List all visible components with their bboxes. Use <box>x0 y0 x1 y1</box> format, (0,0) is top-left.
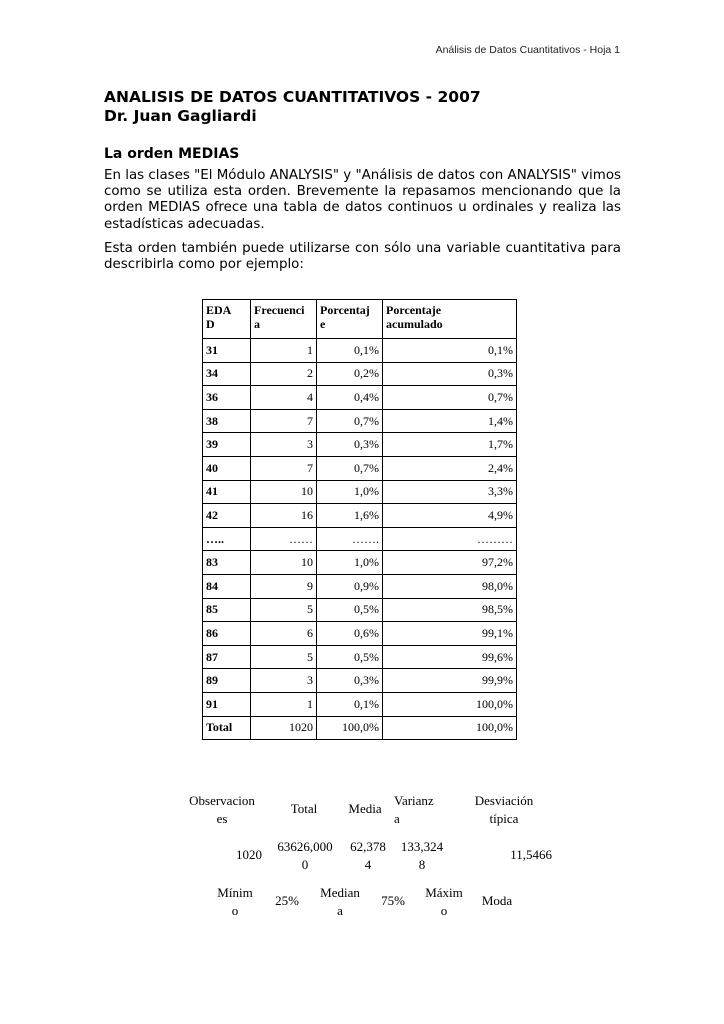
frequency-table <box>202 299 517 740</box>
table-cell: 0,7% <box>317 409 383 433</box>
column-header-edad: EDA D <box>203 300 251 339</box>
label-desviacion-tipica: Desviación típica <box>474 793 534 826</box>
label-observaciones: Observacion es <box>189 793 255 826</box>
table-cell: 99,6% <box>383 645 517 669</box>
table-body <box>203 339 517 740</box>
table-cell: 0,3% <box>317 433 383 457</box>
table-cell: 1,0% <box>317 480 383 504</box>
table-cell: 10 <box>251 551 317 575</box>
table-cell: 1,0% <box>317 551 383 575</box>
table-cell: ……… <box>383 527 517 551</box>
table-cell: 3,3% <box>383 480 517 504</box>
label-media: Media <box>348 801 382 816</box>
column-header-porcentaje: Porcentaj e <box>317 300 383 339</box>
running-header: Análisis de Datos Cuantitativos - Hoja 1 <box>435 44 620 56</box>
table-cell: 31 <box>203 339 251 363</box>
value-observaciones: 1020 <box>236 847 262 862</box>
table-cell: Total <box>203 716 251 740</box>
table-cell: 1,7% <box>383 433 517 457</box>
table-row <box>203 716 517 740</box>
table-cell: 85 <box>203 598 251 622</box>
document-body <box>104 88 621 281</box>
table-cell: 1,4% <box>383 409 517 433</box>
table-cell: 34 <box>203 362 251 386</box>
table-cell: 39 <box>203 433 251 457</box>
table-cell: 0,1% <box>383 339 517 363</box>
table-cell: 84 <box>203 574 251 598</box>
table-cell: 36 <box>203 386 251 410</box>
table-cell: 100,0% <box>383 692 517 716</box>
table-row <box>203 339 517 363</box>
table-cell: 0,7% <box>383 386 517 410</box>
table-cell: 0,1% <box>317 339 383 363</box>
table-cell: 2,4% <box>383 456 517 480</box>
table-cell: 6 <box>251 622 317 646</box>
table-cell: 99,1% <box>383 622 517 646</box>
value-media: 62,378 4 <box>350 839 386 872</box>
table-row <box>203 480 517 504</box>
table-cell: 1 <box>251 692 317 716</box>
example-paragraph: Esta orden también puede utilizarse con sólo una variable cuantitativa para describirla como por ejemplo: <box>104 240 621 273</box>
label-p75: 75% <box>381 893 405 908</box>
table-row <box>203 527 517 551</box>
table-cell: ….. <box>203 527 251 551</box>
table-cell: 0,7% <box>317 456 383 480</box>
label-p25: 25% <box>275 893 299 908</box>
table-cell: 1020 <box>251 716 317 740</box>
table-cell: 100,0% <box>383 716 517 740</box>
table-cell: 4 <box>251 386 317 410</box>
label-varianza: Varianz a <box>394 793 434 826</box>
table-cell: 42 <box>203 504 251 528</box>
table-cell: 0,1% <box>317 692 383 716</box>
table-cell: 40 <box>203 456 251 480</box>
column-header-frecuencia: Frecuenci a <box>251 300 317 339</box>
table-cell: 87 <box>203 645 251 669</box>
table-cell: 83 <box>203 551 251 575</box>
table-cell: 97,2% <box>383 551 517 575</box>
table-cell: 0,4% <box>317 386 383 410</box>
table-cell: 0,6% <box>317 622 383 646</box>
label-total: Total <box>290 801 318 816</box>
table-cell: 1,6% <box>317 504 383 528</box>
table-cell: 0,5% <box>317 598 383 622</box>
table-row <box>203 409 517 433</box>
label-minimo: Mínim o <box>217 885 253 918</box>
document-title: ANALISIS DE DATOS CUANTITATIVOS - 2007 <box>104 88 481 106</box>
table-row <box>203 386 517 410</box>
table-cell: ……. <box>317 527 383 551</box>
table-row <box>203 622 517 646</box>
table-row <box>203 433 517 457</box>
label-moda: Moda <box>481 893 513 908</box>
table-row <box>203 504 517 528</box>
table-cell: …… <box>251 527 317 551</box>
table-row <box>203 645 517 669</box>
table-header-row <box>203 300 517 339</box>
table-cell: 10 <box>251 480 317 504</box>
section-title: La orden MEDIAS <box>104 146 240 162</box>
table-cell: 3 <box>251 669 317 693</box>
table-row <box>203 551 517 575</box>
table-cell: 0,3% <box>317 669 383 693</box>
table-cell: 89 <box>203 669 251 693</box>
table-cell: 1 <box>251 339 317 363</box>
table-row <box>203 362 517 386</box>
table-cell: 0,9% <box>317 574 383 598</box>
table-cell: 0,3% <box>383 362 517 386</box>
table-cell: 98,5% <box>383 598 517 622</box>
table-cell: 7 <box>251 456 317 480</box>
label-mediana: Median a <box>320 885 360 918</box>
table-row <box>203 456 517 480</box>
table-cell: 91 <box>203 692 251 716</box>
value-total: 63626,000 0 <box>277 839 333 872</box>
table-row <box>203 598 517 622</box>
table-cell: 38 <box>203 409 251 433</box>
table-row <box>203 574 517 598</box>
table-cell: 2 <box>251 362 317 386</box>
intro-paragraph: En las clases "El Módulo ANALYSIS" y "Análisis de datos con ANALYSIS" vimos como se utiliza esta orden. Brevemente la repasamos mencionando que la orden MEDIAS ofrece una tabla de datos continuos u ordinales y realiza las estadísticas adecuadas. <box>104 168 621 232</box>
table-cell: 4,9% <box>383 504 517 528</box>
table-cell: 5 <box>251 645 317 669</box>
table-cell: 16 <box>251 504 317 528</box>
table-cell: 0,2% <box>317 362 383 386</box>
table-cell: 9 <box>251 574 317 598</box>
label-maximo: Máxim o <box>425 885 463 918</box>
table-cell: 0,5% <box>317 645 383 669</box>
table-cell: 7 <box>251 409 317 433</box>
table-row <box>203 692 517 716</box>
value-varianza: 133,324 8 <box>400 839 444 872</box>
table-cell: 100,0% <box>317 716 383 740</box>
table-cell: 99,9% <box>383 669 517 693</box>
document-author: Dr. Juan Gagliardi <box>104 107 257 125</box>
table-cell: 98,0% <box>383 574 517 598</box>
table-row <box>203 669 517 693</box>
table-cell: 5 <box>251 598 317 622</box>
column-header-porcentaje-acumulado: Porcentaje acumulado <box>383 300 517 339</box>
table-cell: 86 <box>203 622 251 646</box>
value-desviacion-tipica: 11,5466 <box>510 847 552 862</box>
table-cell: 41 <box>203 480 251 504</box>
table-cell: 3 <box>251 433 317 457</box>
